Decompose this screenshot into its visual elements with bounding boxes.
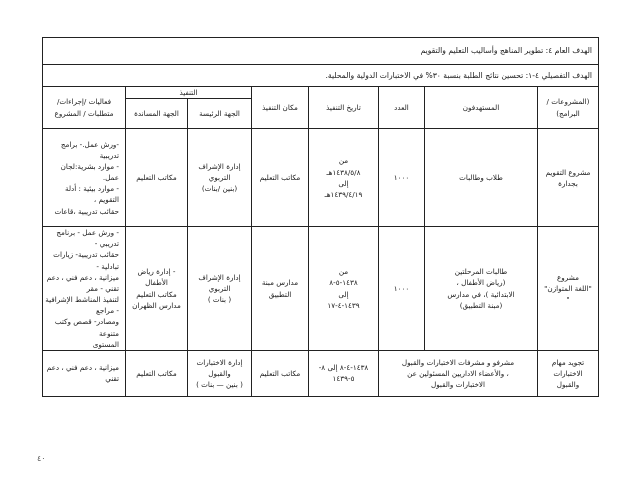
header-execution: التنفيذ <box>126 87 252 99</box>
cell-activities: - ورش عمل - برنامج تدريبي - حقائب تدريبية- زيارات تبادلية - ميزانية ، دعم فني ، دعم تقني - مقر لتنفيذ المناشط الإشرافية - مراجع ومصادر- قصص وكتب متنوعة المستوى <box>42 227 125 351</box>
cell-project: مشروع التقويم بجدارة <box>538 129 599 227</box>
header-projects: (المشروعات / البرامج) <box>538 87 599 129</box>
cell-count: ١٠٠٠ <box>379 227 425 351</box>
plan-table-container <box>43 37 599 397</box>
header-activities: فعاليات /إجراءات/ متطلبات / المشروع <box>42 87 125 129</box>
general-goal-row <box>42 38 598 65</box>
page-number: ٤٠ <box>37 454 46 463</box>
cell-activities: -ورش عمل.- برامج تدريبية - موارد بشرية:لجان عمل. - موارد بيئية : أدلة التقويم ، حقائب تدريبية ،قاعات <box>42 129 125 227</box>
header-beneficiaries: المستهدفون <box>425 87 538 129</box>
header-row <box>42 87 598 99</box>
cell-date: ١٤٣٨-٤-٨ إلى ٨- ٥-١٤٣٩ <box>309 350 379 396</box>
header-main-party: الجهة الرئيسة <box>188 99 252 129</box>
detailed-goal: الهدف التفصيلي ٤-١: تحسين نتائج الطلبة بنسبة ٣٠% في الاختبارات الدولية والمحلية. <box>42 65 598 87</box>
cell-main-party: إدارة الإشراف التربوي ( بنات ) <box>188 227 252 351</box>
table-row <box>42 227 598 351</box>
cell-support-party: مكاتب التعليم <box>126 350 188 396</box>
cell-date: من ١٤٣٨-٥-٨ إلى ١٤٣٩-٤-١٧ <box>309 227 379 351</box>
detailed-goal-row <box>42 65 598 87</box>
cell-project: تجويد مهام الاختبارات والقبول <box>538 350 599 396</box>
header-place: مكان التنفيذ <box>252 87 309 129</box>
cell-activities: ميزانية ، دعم فني ، دعم تقني <box>42 350 125 396</box>
header-date: تاريخ التنفيذ <box>309 87 379 129</box>
cell-beneficiaries: طالبات المرحلتين (رياض الأطفال ، الابتدائية )، في مدارس (مبنة التطبيق) <box>425 227 538 351</box>
header-count: العدد <box>379 87 425 129</box>
cell-date: من ١٤٣٨/٥/٨هـ إلى ١٤٣٩/٤/١٩هـ <box>309 129 379 227</box>
plan-table <box>42 37 599 397</box>
cell-beneficiaries: مشرفو و مشرفات الاختبارات والقبول ، والأعضاء الاداريين المسئولين عن الاختبارات والقبول <box>379 350 538 396</box>
table-row <box>42 129 598 227</box>
cell-main-party: إدارة الاختبارات والقبول ( بنين — بنات ) <box>188 350 252 396</box>
cell-place: مكاتب التعليم <box>252 129 309 227</box>
cell-project: مشروع "اللغة المتوازن" " <box>538 227 599 351</box>
cell-count: ١٠٠٠ <box>379 129 425 227</box>
table-row <box>42 350 598 396</box>
header-support-party: الجهة المساندة <box>126 99 188 129</box>
cell-beneficiaries: طلاب وطالبات <box>425 129 538 227</box>
cell-main-party: إدارة الإشراف التربوي (بنين /بنات) <box>188 129 252 227</box>
general-goal: الهدف العام ٤: تطوير المناهج وأساليب التعليم والتقويم <box>42 38 598 65</box>
cell-place: مكاتب التعليم <box>252 350 309 396</box>
cell-support-party: - إدارة رياض الأطفال مكاتب التعليم مدارس الظهران <box>126 227 188 351</box>
cell-support-party: مكاتب التعليم <box>126 129 188 227</box>
cell-place: مدارس مبنة التطبيق <box>252 227 309 351</box>
